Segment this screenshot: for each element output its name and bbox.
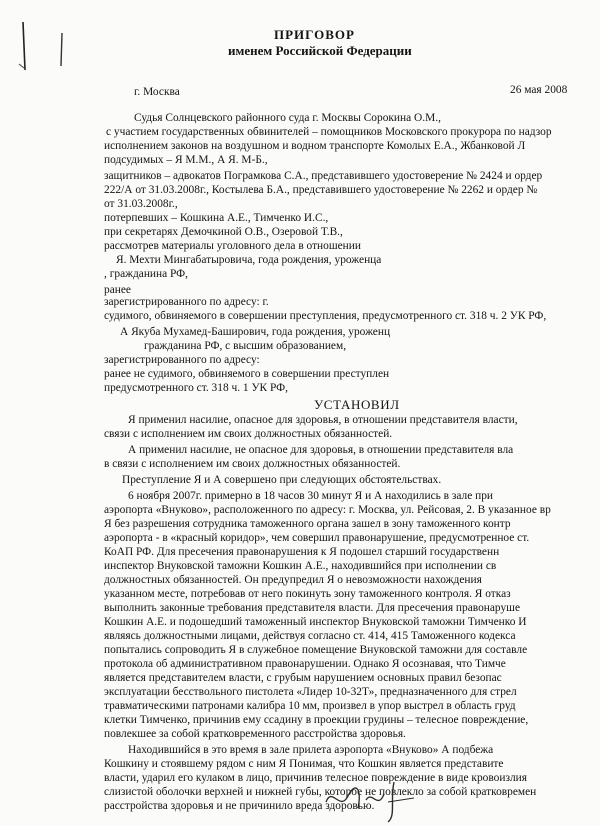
text-line: являясь должностными лицами, действуя согласно ст. 414, 415 Таможенного кодекса <box>104 630 516 642</box>
text-line: при секретарях Демочкиной О.В., Озеровой Т.В., <box>104 226 343 238</box>
document-city: г. Москва <box>134 86 180 98</box>
text-line: инспектор Внуковской таможни Кошкин А.Е., находившийся при исполнении св <box>104 560 497 572</box>
text-line: от 31.03.2008г., <box>104 198 178 210</box>
text-line: должностных обязанностей. Он предупредил Я о невозможности нахождения <box>104 574 482 586</box>
text-line: зарегистрированного по адресу: <box>104 354 260 366</box>
text-line: выполнить законные требования представителя власти. Для пресечения правонаруше <box>104 602 520 614</box>
text-line: гражданина РФ, с высшим образованием, <box>144 340 347 352</box>
text-line: связи с исполнением им своих должностных обязанностей. <box>104 428 393 440</box>
text-line: в связи с исполнением им своих должностных обязанностей. <box>104 458 401 470</box>
text-line: защитников – адвокатов Пограмкова С.А., представившего удостоверение № 2424 и ордер <box>104 170 543 182</box>
text-line: Находившийся в это время в зале прилета аэропорта «Внуково» А подбежа <box>128 744 494 756</box>
text-line: Преступление Я и А совершено при следующих обстоятельствах. <box>122 474 442 486</box>
text-line: с участием государственных обвинителей – помощников Московского прокурора по надзор <box>106 126 552 138</box>
text-line: клетки Тимченко, причинив ему ссадину в проекции грудины – телесное повреждение, <box>104 714 529 726</box>
text-line: Я без разрешения сотрудника таможенного органа зашел в зону таможенного контр <box>104 518 511 530</box>
text-line: А применил насилие, не опасное для здоровья, в отношении представителя вла <box>128 444 514 456</box>
text-line: аэропорта - в «красный коридор», чем совершил правонарушение, предусмотренное ст. <box>104 532 530 544</box>
text-line: Кошкин А.Е. и подошедший таможенный инспектор Внуковской таможни Тимченко И <box>104 616 527 628</box>
text-line: рассмотрев материалы уголовного дела в отношении <box>104 240 361 252</box>
text-line: предусмотренного ст. 318 ч. 1 УК РФ, <box>104 382 288 394</box>
text-line: эксплуатации бесствольного пистолета «Лидер 10-32Т», предназначенного для стрел <box>104 686 517 698</box>
handwritten-signature <box>318 772 438 824</box>
text-line: протокола об административном правонарушении. Однако Я осознавая, что Тимче <box>104 658 506 670</box>
left-margin-mark <box>10 18 40 78</box>
text-line: ранее <box>104 284 131 296</box>
text-line: аэропорта «Внуково», расположенного по адресу: г. Москва, ул. Рейсовая, 2. В указанное вр <box>104 504 551 516</box>
text-line: КоАП РФ. Для пресечения правонарушения к Я подошел старший государственн <box>104 546 500 558</box>
document-subtitle: именем Российской Федерации <box>228 43 412 58</box>
text-line: является представителем власти, с грубым нарушением основных правил безопас <box>104 672 502 684</box>
text-line: попытались сопроводить Я в служебное помещение Внуковской таможни для составле <box>104 644 528 656</box>
text-line: 222/А от 31.03.2008г., Костылева Б.А., представившего удостоверение № 2262 и ордер № <box>104 184 538 196</box>
text-line: повлекшее за собой кратковременного расстройства здоровья. <box>104 728 406 740</box>
text-line: расстройства здоровья и не причинило вреда здоровью. <box>104 800 375 812</box>
text-line: зарегистрированного по адресу: г. <box>104 296 269 308</box>
text-line: судимого, обвиняемого в совершении преступления, предусмотренного ст. 318 ч. 2 УК РФ, <box>104 310 547 322</box>
text-line: потерпевших – Кошкина А.Е., Тимченко И.С., <box>104 212 329 224</box>
document-date: 26 мая 2008 <box>510 84 568 96</box>
text-line: ранее не судимого, обвиняемого в совершении преступлен <box>104 368 390 380</box>
document-title: ПРИГОВОР <box>274 27 355 42</box>
text-line: власти, ударил его кулаком в лицо, причинив телесное повреждение в виде кровоизлия <box>104 772 527 784</box>
text-line: Я. Мехти Мингабатыровича, года рождения, уроженца <box>116 254 382 266</box>
text-line: А Якуба Мухамед-Баширович, года рождения, уроженц <box>120 326 391 338</box>
text-line: травматическими патронами калибра 10 мм, произвел в упор выстрел в область груд <box>104 700 516 712</box>
text-line: 6 ноября 2007г. примерно в 18 часов 30 минут Я и А находились в зале при <box>128 490 494 502</box>
text-line: подсудимых – Я М.М., А Я. М-Б., <box>104 154 268 166</box>
text-line: указанном месте, потребовав от него покинуть зону таможенного контроля. Я отказ <box>104 588 511 600</box>
text-line: Я применил насилие, опасное для здоровья, в отношении представителя власти, <box>128 414 518 426</box>
text-line: исполнением законов на воздушном и водном транспорте Комолых Е.А., Жбанковой Л <box>104 140 526 152</box>
text-line: Кошкину и стоявшему рядом с ним Я Понимая, что Кошкин является представите <box>104 758 504 770</box>
text-line: , гражданина РФ, <box>104 268 189 280</box>
text-line: Судья Солнцевского районного суда г. Москвы Сорокина О.М., <box>134 112 441 124</box>
text-line: слизистой оболочки верхней и нижней губы, которое не повлекло за собой кратковремен <box>104 786 537 798</box>
section-heading: УСТАНОВИЛ <box>314 397 400 412</box>
left-margin-bracket <box>52 30 72 70</box>
